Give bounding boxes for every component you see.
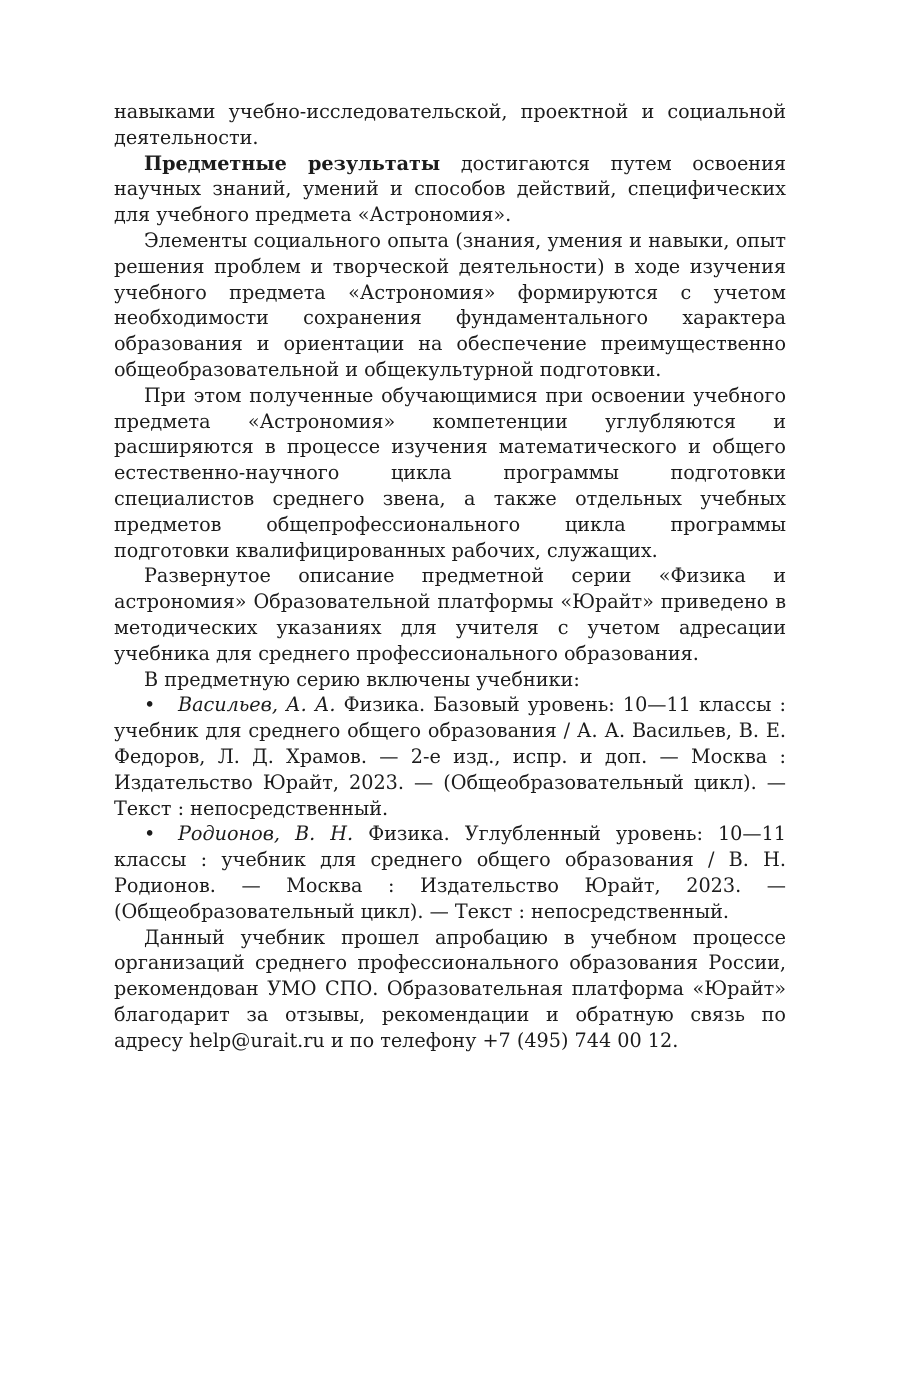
book-author: Васильев, А. А. [178, 693, 336, 717]
paragraph-approbation: Данный учебник прошел апробацию в учебном процессе организаций среднего профессионального образования России, рекомендован УМО СПО. Образовательная платформа «Юрайт» благодарит за отзывы, рекомендации и обратную связь по адресу help@urait.ru и по телефону +7 (495) 744 00 12. [114, 925, 786, 1052]
book-description: Физика. Углубленный уровень: 10—11 классы : учебник для среднего общего образования / В. Н. Родионов. — Москва : Издательство Юрайт, 2023. — (Общеобразовательный цикл). — Текст : непосредственный. [114, 822, 786, 923]
paragraph-series-description: Развернутое описание предметной серии «Физика и астрономия» Образовательной платформы «Юрайт» приведено в методических указаниях для учителя с учетом адресации учебника для среднего профессионального образования. [114, 564, 786, 665]
book-description: Физика. Базовый уровень: 10—11 классы : учебник для среднего общего образования / А. А. Васильев, В. Е. Федоров, Л. Д. Храмов. — 2-е изд., испр. и доп. — Москва : Издательство Юрайт, 2023. — (Общеобразовательный цикл). — Текст : непосредственный. [114, 693, 786, 820]
paragraph-competencies: При этом полученные обучающимися при освоении учебного предмета «Астрономия» компетенции углубляются и расширяются в процессе изучения математического и общего естественно-научного цикла программы подготовки специалистов среднего звена, а также отдельных учебных предметов общепрофессионального цикла программы подготовки квалифицированных рабочих, служащих. [114, 383, 786, 562]
book-author: Родионов, В. Н. [178, 822, 354, 846]
paragraph-continuation: навыками учебно-исследовательской, проектной и социальной деятельности. [114, 100, 786, 149]
paragraph-social-experience: Элементы социального опыта (знания, умения и навыки, опыт решения проблем и творческой деятельности) в ходе изучения учебного предмета «Астрономия» формируются с учетом необходимости сохранения фундаментального характера образования и ориентации на обеспечение преимущественно общеобразовательной и общекультурной подготовки. [114, 228, 786, 381]
subject-results-heading: Предметные результаты [144, 151, 441, 175]
bullet-icon: • [144, 822, 156, 846]
list-item-book-1 [114, 692, 786, 821]
paragraph-subject-results [114, 151, 786, 228]
bullet-icon: • [144, 693, 156, 717]
paragraph-series-intro: В предметную серию включены учебники: [144, 667, 580, 691]
page-body [114, 99, 786, 1053]
list-item-book-2 [114, 821, 786, 924]
subject-results-text: достигаются путем освоения научных знаний, умений и способов действий, специфических для учебного предмета «Астрономия». [114, 151, 786, 227]
